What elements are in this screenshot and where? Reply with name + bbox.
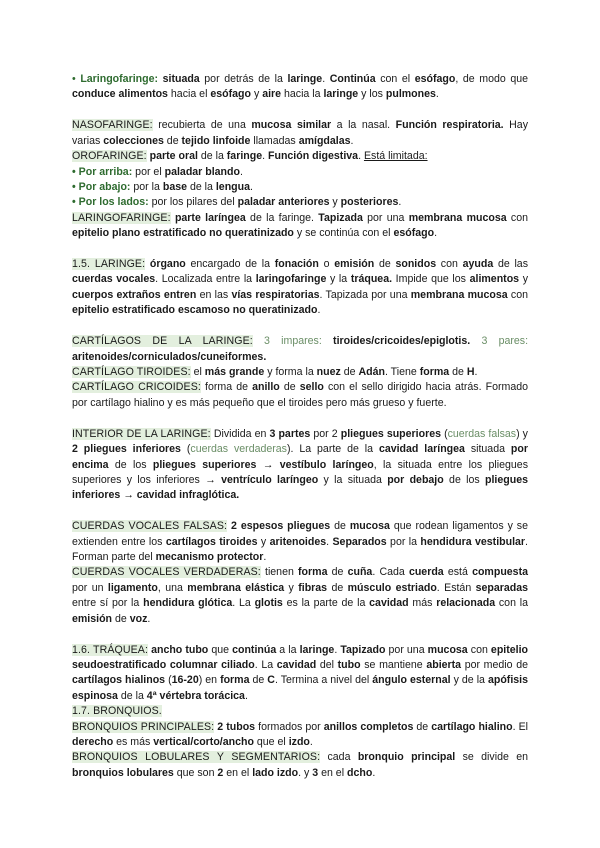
text: Impide que los <box>392 273 470 286</box>
emphasis: cartílago hialino <box>431 720 513 733</box>
text: más <box>408 597 437 610</box>
text: , de modo que <box>455 73 529 85</box>
count-label: 3 impares: <box>252 335 322 348</box>
emphasis: entren <box>163 288 197 301</box>
text: ( <box>180 443 191 456</box>
emphasis: alimentos <box>469 273 520 286</box>
text: recubierta de una <box>152 119 252 132</box>
emphasis: 2 tubos <box>217 720 256 733</box>
emphasis: cartílagos tiroides <box>165 535 258 548</box>
emphasis: laringofaringe <box>255 273 327 286</box>
text: de <box>327 566 348 579</box>
emphasis: Adán <box>358 366 385 378</box>
text: o <box>318 258 335 271</box>
emphasis: Tapizada <box>318 211 363 224</box>
emphasis: bronquio principal <box>357 751 456 764</box>
text: que <box>208 643 233 656</box>
text: por el <box>132 165 165 178</box>
text: . <box>398 196 402 209</box>
text: . Termina a nivel del <box>274 674 373 687</box>
text: con <box>436 258 463 271</box>
text: . Tiene <box>384 366 420 378</box>
emphasis: pliegues superiores <box>340 427 441 440</box>
emphasis: cuerda <box>408 566 444 579</box>
paragraph-laringe <box>72 257 528 319</box>
text: en el <box>318 766 347 779</box>
emphasis: laringe <box>299 643 335 656</box>
text: se divide en <box>455 751 528 764</box>
text: formados por <box>255 720 324 733</box>
text: ) en <box>198 674 221 687</box>
text: y <box>284 581 299 594</box>
text: cada <box>320 751 358 764</box>
emphasis: posteriores <box>340 196 399 209</box>
emphasis: mucosa similar <box>251 119 332 132</box>
text: . <box>435 88 439 101</box>
text: de <box>374 258 396 271</box>
emphasis: epitelio estratificado escamoso no queratinizado <box>72 304 318 317</box>
text: ). La parte de la <box>286 443 379 456</box>
bullet: • <box>72 73 81 85</box>
text: el <box>190 366 205 378</box>
emphasis: ligamento <box>107 581 158 594</box>
text: de <box>449 366 467 378</box>
section-heading: 1.7. BRONQUIOS. <box>72 705 162 718</box>
text: de la <box>117 689 147 702</box>
emphasis: músculo estriado <box>347 581 437 594</box>
emphasis: paladar blando <box>164 165 240 178</box>
text: ( <box>165 674 172 687</box>
text: por la <box>130 180 163 193</box>
text: hacia el <box>167 88 211 101</box>
text: . <box>317 304 321 317</box>
segments <box>130 181 253 193</box>
text: y forma la <box>264 366 317 378</box>
text: . Localizada entre la <box>155 273 256 286</box>
paragraph-interior <box>72 427 528 504</box>
text: de <box>279 381 300 394</box>
segments <box>147 150 364 162</box>
text: con el sello dirigido hacia atrás. Formado por cartílago hialino y es más pequeño que el tiroides pero más grueso y fuerte. <box>72 381 528 409</box>
emphasis: epitelio seudoestratificado columnar ciliado <box>72 643 529 671</box>
text: por medio de <box>461 659 528 671</box>
emphasis: esófago <box>393 227 435 240</box>
section-label: CUERDAS VOCALES VERDADERAS: <box>72 566 261 579</box>
emphasis: Continúa <box>329 73 376 85</box>
emphasis: hendidura vestibular <box>420 535 526 548</box>
text: es la parte de la <box>282 597 370 610</box>
emphasis: abierta <box>426 659 462 671</box>
emphasis: más grande <box>204 366 265 378</box>
emphasis: mucosa <box>427 643 468 656</box>
segments <box>132 166 243 178</box>
emphasis: fibras <box>298 581 328 594</box>
section-heading: 1.5. LARINGE: <box>72 258 146 271</box>
text: se mantiene <box>360 659 427 671</box>
emphasis: membrana mucosa <box>410 288 508 301</box>
text: de <box>249 674 268 687</box>
section-label: BRONQUIOS PRINCIPALES: <box>72 720 215 733</box>
text: y <box>251 88 263 101</box>
section-label: NASOFARINGE: <box>72 119 153 132</box>
text: . <box>147 612 151 625</box>
emphasis: pulmones <box>385 88 436 101</box>
emphasis: → cavidad infraglótica. <box>123 489 240 502</box>
text: y se continúa con el <box>293 227 394 240</box>
text: entre sí por la <box>72 597 144 610</box>
emphasis: Función digestiva <box>268 150 359 163</box>
text: de la <box>197 150 227 163</box>
text: . Tapizada por una <box>319 288 411 301</box>
emphasis: continúa <box>232 643 277 656</box>
text: . Están <box>436 581 476 594</box>
emphasis: membrana mucosa <box>408 211 507 224</box>
text: está <box>443 566 473 579</box>
emphasis: voz <box>129 612 148 625</box>
text: de <box>163 134 182 147</box>
emphasis: membrana elástica <box>187 581 285 594</box>
text: . <box>326 535 333 548</box>
emphasis: apófisis espinosa <box>72 674 528 702</box>
emphasis: aritenoides <box>269 535 327 548</box>
text: . <box>309 736 313 749</box>
text: . <box>372 766 376 779</box>
emphasis: bronquios lobulares <box>72 766 174 779</box>
text: con <box>467 643 491 656</box>
paragraph-nasofaringe <box>72 118 528 149</box>
emphasis: cartílagos hialinos <box>72 674 166 687</box>
text: que son <box>173 766 218 779</box>
text: llamadas <box>250 134 299 147</box>
text: . <box>250 180 253 193</box>
paragraph-bronquios-lobulares <box>72 750 528 781</box>
emphasis: base <box>162 180 187 193</box>
list-item <box>72 165 528 180</box>
emphasis: laringe <box>287 73 323 85</box>
text: . y <box>298 766 313 779</box>
emphasis: aire <box>262 88 282 101</box>
text: hacia la <box>281 88 324 101</box>
emphasis: cavidad <box>369 597 409 610</box>
text: en el <box>223 766 253 779</box>
underlined-text: Está limitada: <box>363 150 428 163</box>
text: por detrás de la <box>199 73 288 85</box>
emphasis: cuña <box>347 566 373 579</box>
text: Hay varias <box>72 119 528 147</box>
text: y <box>257 535 270 548</box>
emphasis: faringe <box>226 150 263 163</box>
text: ) y <box>516 427 528 440</box>
emphasis: cavidad laríngea <box>378 443 465 456</box>
section-label: LARINGOFARINGE: <box>72 211 171 224</box>
emphasis: Función respiratoria. <box>395 119 504 132</box>
text: a la nasal. <box>331 119 396 132</box>
emphasis: separadas <box>475 581 529 594</box>
paragraph-traquea <box>72 643 528 705</box>
emphasis: derecho <box>72 736 114 749</box>
emphasis: ángulo esternal <box>372 674 451 687</box>
emphasis: conduce alimentos <box>72 88 168 101</box>
paragraph-cuerdas-verdaderas <box>72 565 528 627</box>
emphasis: parte laríngea <box>174 211 246 224</box>
text: Dividida en <box>210 427 270 440</box>
emphasis: emisión <box>72 612 113 625</box>
text: encargado de la <box>185 258 275 271</box>
orofaringe-list <box>72 165 528 211</box>
text: por una <box>362 211 409 224</box>
emphasis: 2 pliegues inferiores <box>72 443 181 456</box>
emphasis: Separados <box>332 535 387 548</box>
emphasis: relacionada <box>436 597 496 610</box>
text: por 2 <box>310 427 341 440</box>
text: de los <box>443 473 486 486</box>
emphasis: cuerpos extraños <box>72 288 161 301</box>
text: . <box>434 227 438 240</box>
emphasis: por debajo <box>387 473 444 486</box>
text: por un <box>72 581 108 594</box>
text: de la <box>187 180 216 193</box>
text: de los <box>108 458 153 471</box>
segments <box>191 366 478 378</box>
text: a la <box>276 643 300 656</box>
emphasis: → ventrículo laríngeo <box>205 473 319 486</box>
emphasis: → vestíbulo laríngeo <box>262 458 374 471</box>
emphasis: aritenoides/corniculados/cuneiformes. <box>72 350 267 363</box>
emphasis: situada <box>162 73 200 85</box>
text: y la <box>326 273 351 286</box>
text: . <box>263 551 267 564</box>
emphasis: fonación <box>274 258 319 271</box>
emphasis: vertical/corto/ancho <box>153 736 254 749</box>
text: . <box>350 134 354 147</box>
emphasis: forma <box>298 566 328 579</box>
text: . <box>474 366 478 378</box>
emphasis: amígdalas <box>298 134 351 147</box>
emphasis: compuesta <box>472 566 528 579</box>
section-label: BRONQUIOS LOBULARES Y SEGMENTARIOS: <box>72 751 321 764</box>
emphasis: Tapizado <box>340 643 386 656</box>
text: situada <box>464 443 511 456</box>
paragraph-orofaringe <box>72 149 528 164</box>
emphasis: parte oral <box>149 150 198 163</box>
text: de <box>330 520 350 533</box>
text: es más <box>113 736 154 749</box>
emphasis: nuez <box>316 366 341 378</box>
text: . <box>244 689 248 702</box>
list-item-label: • Por abajo: <box>72 180 131 193</box>
emphasis: anillos completos <box>323 720 414 733</box>
text: . La <box>254 659 277 671</box>
emphasis: paladar anteriores <box>237 196 330 209</box>
list-item <box>72 195 528 210</box>
section-label: OROFARINGE: <box>72 150 147 163</box>
emphasis: ancho tubo <box>151 643 209 656</box>
text: ( <box>440 427 448 440</box>
emphasis: tubo <box>337 659 361 671</box>
emphasis: hendidura glótica <box>143 597 233 610</box>
emphasis: colecciones <box>103 134 164 147</box>
emphasis: sello <box>299 381 324 394</box>
emphasis: emisión <box>334 258 375 271</box>
text: con <box>507 288 529 301</box>
section-label: CARTÍLAGO CRICOIDES: <box>72 381 201 394</box>
emphasis: C <box>267 674 275 687</box>
text: que rodean ligamentos y se extienden entre los <box>72 520 528 548</box>
text: y <box>329 196 341 209</box>
text: , una <box>157 581 188 594</box>
text: del <box>316 659 338 671</box>
text: . La <box>232 597 255 610</box>
section-label: INTERIOR DE LA LARINGE: <box>72 427 211 440</box>
emphasis: esófago <box>414 73 456 85</box>
text: y de la <box>450 674 488 687</box>
section-label: CARTÍLAGOS DE LA LARINGE: <box>72 335 253 348</box>
emphasis: por encima <box>72 443 528 471</box>
text: y los <box>358 88 386 101</box>
paragraph-cuerdas-falsas <box>72 519 528 565</box>
emphasis: mucosa <box>349 520 390 533</box>
emphasis: 16-20 <box>171 674 199 687</box>
emphasis: cavidad <box>276 659 317 671</box>
emphasis: sonidos <box>395 258 437 271</box>
emphasis: laringe <box>323 88 359 101</box>
text: por una <box>385 643 428 656</box>
emphasis: mecanismo protector <box>155 551 264 564</box>
text: de <box>413 720 432 733</box>
emphasis: anillo <box>252 381 280 394</box>
emphasis: dcho <box>347 766 373 779</box>
text: . <box>358 150 364 163</box>
emphasis: glotis <box>254 597 283 610</box>
text: . El <box>512 720 529 733</box>
section-heading: 1.6. TRÁQUEA: <box>72 643 148 656</box>
text: . Forman parte del <box>72 535 528 564</box>
text: , la situada entre los pliegues superiores y los inferiores <box>72 458 528 486</box>
text: forma de <box>200 381 253 394</box>
paragraph-tiroides <box>72 365 528 380</box>
text: de <box>327 581 348 594</box>
list-item-label: • Por arriba: <box>72 165 133 178</box>
text: por los pilares del <box>148 196 238 209</box>
text: por la <box>386 535 421 548</box>
emphasis: esófago <box>210 88 251 101</box>
text: . <box>322 73 330 85</box>
emphasis: tejido linfoide <box>181 134 251 147</box>
emphasis: epitelio plano estratificado no queratinizado <box>72 227 294 240</box>
emphasis: tiroides/cricoides/epiglotis. <box>321 335 471 348</box>
text: de <box>112 612 130 625</box>
emphasis: H <box>466 366 475 378</box>
count-label: 3 pares: <box>470 335 529 348</box>
segments <box>149 196 402 208</box>
text: que el <box>253 736 289 749</box>
emphasis: lengua <box>215 180 250 193</box>
text: de <box>340 366 359 378</box>
paragraph-laringofaringe <box>72 211 528 242</box>
term-label: Laringofaringe: <box>80 73 159 85</box>
emphasis: 4ª vértebra torácica <box>146 689 245 702</box>
text: . <box>334 643 341 656</box>
text: en las <box>196 288 232 301</box>
emphasis: órgano <box>149 258 186 271</box>
emphasis: 2 espesos pliegues <box>230 520 331 533</box>
paragraph-laringofaringe-bullet <box>72 72 528 103</box>
text: y la situada <box>318 473 388 486</box>
emphasis: vías respiratorias <box>231 288 320 301</box>
emphasis: izdo <box>288 736 310 749</box>
paragraph-cartilagos <box>72 334 528 365</box>
paragraph-cricoides <box>72 380 528 411</box>
text: . <box>262 150 268 163</box>
text: de la faringe. <box>245 211 319 224</box>
text: con la <box>495 597 528 610</box>
emphasis: ayuda <box>462 258 494 271</box>
text: con <box>506 211 528 224</box>
emphasis: pliegues superiores <box>152 458 257 471</box>
emphasis: cuerdas vocales <box>72 273 156 286</box>
text: tienen <box>260 566 299 579</box>
emphasis: forma <box>220 674 250 687</box>
section-label: CARTÍLAGO TIROIDES: <box>72 366 191 378</box>
text: de las <box>493 258 528 271</box>
text: con el <box>375 73 415 85</box>
paragraph-bronquios-principales <box>72 720 528 751</box>
emphasis: 2 <box>217 766 224 779</box>
list-item <box>72 180 528 195</box>
text: . Cada <box>372 566 409 579</box>
text: y <box>519 273 528 286</box>
aside-label: cuerdas verdaderas <box>190 443 287 456</box>
section-label: CUERDAS VOCALES FALSAS: <box>72 520 228 533</box>
emphasis: lado izdo <box>252 766 299 779</box>
emphasis: pliegues inferiores <box>72 473 528 502</box>
emphasis: forma <box>419 366 450 378</box>
list-item-label: • Por los lados: <box>72 196 149 209</box>
text: . <box>239 165 243 178</box>
aside-label: cuerdas falsas <box>447 427 517 440</box>
heading-bronquios <box>72 704 528 719</box>
emphasis: tráquea. <box>350 273 393 286</box>
emphasis: 3 <box>312 766 319 779</box>
emphasis: 3 partes <box>269 427 311 440</box>
